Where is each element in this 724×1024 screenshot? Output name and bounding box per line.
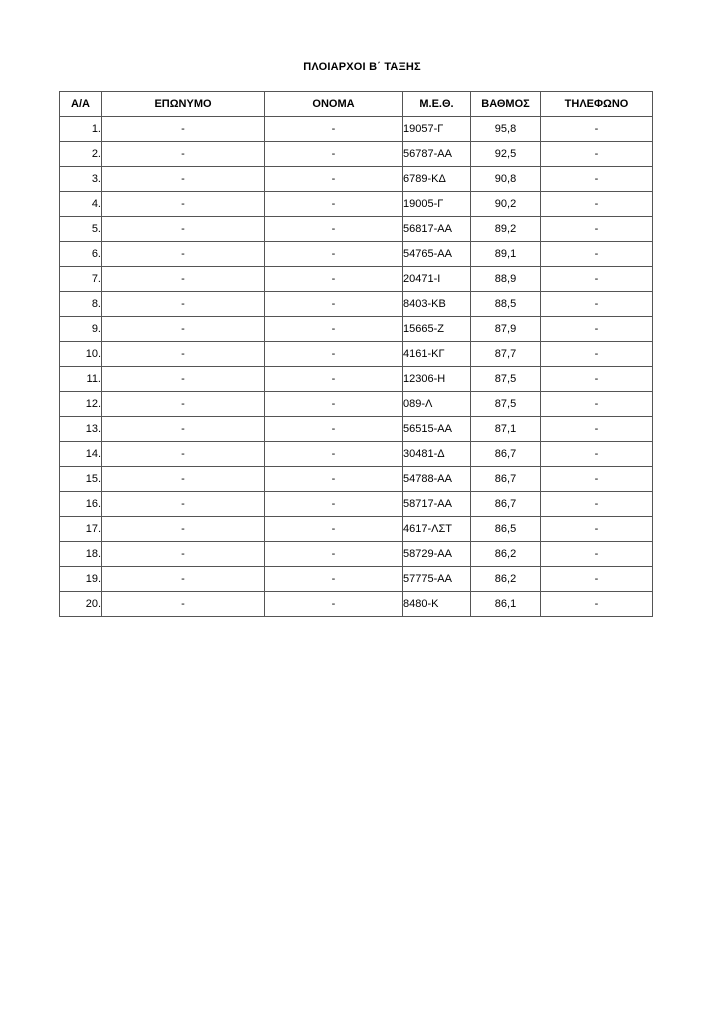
cell-meth: 12306-Η xyxy=(403,367,471,392)
cell-grade: 86,7 xyxy=(471,492,541,517)
cell-phone: - xyxy=(541,292,653,317)
cell-name: - xyxy=(265,267,403,292)
column-header-surname: ΕΠΩΝΥΜΟ xyxy=(102,92,265,117)
cell-phone: - xyxy=(541,317,653,342)
table-row xyxy=(60,142,653,167)
cell-aa: 18. xyxy=(60,542,102,567)
table-row xyxy=(60,442,653,467)
column-header-meth: Μ.Ε.Θ. xyxy=(403,92,471,117)
cell-grade: 87,5 xyxy=(471,392,541,417)
column-header-phone: ΤΗΛΕΦΩΝΟ xyxy=(541,92,653,117)
cell-meth: 30481-Δ xyxy=(403,442,471,467)
table-row xyxy=(60,117,653,142)
table-row xyxy=(60,317,653,342)
cell-phone: - xyxy=(541,467,653,492)
cell-aa: 9. xyxy=(60,317,102,342)
cell-surname: - xyxy=(102,267,265,292)
cell-grade: 92,5 xyxy=(471,142,541,167)
cell-surname: - xyxy=(102,317,265,342)
cell-meth: 56817-ΑΑ xyxy=(403,217,471,242)
cell-meth: 15665-Ζ xyxy=(403,317,471,342)
cell-aa: 15. xyxy=(60,467,102,492)
cell-surname: - xyxy=(102,467,265,492)
cell-surname: - xyxy=(102,492,265,517)
cell-grade: 88,5 xyxy=(471,292,541,317)
cell-phone: - xyxy=(541,392,653,417)
cell-surname: - xyxy=(102,217,265,242)
cell-phone: - xyxy=(541,367,653,392)
cell-surname: - xyxy=(102,192,265,217)
cell-aa: 13. xyxy=(60,417,102,442)
table-row xyxy=(60,392,653,417)
cell-surname: - xyxy=(102,442,265,467)
cell-surname: - xyxy=(102,167,265,192)
cell-phone: - xyxy=(541,442,653,467)
table-row xyxy=(60,517,653,542)
cell-grade: 87,1 xyxy=(471,417,541,442)
cell-aa: 19. xyxy=(60,567,102,592)
cell-grade: 87,7 xyxy=(471,342,541,367)
cell-surname: - xyxy=(102,342,265,367)
cell-name: - xyxy=(265,542,403,567)
cell-aa: 6. xyxy=(60,242,102,267)
cell-surname: - xyxy=(102,142,265,167)
cell-name: - xyxy=(265,467,403,492)
cell-aa: 7. xyxy=(60,267,102,292)
cell-meth: 56787-ΑΑ xyxy=(403,142,471,167)
cell-grade: 90,8 xyxy=(471,167,541,192)
cell-name: - xyxy=(265,292,403,317)
page-title: ΠΛΟΙΑΡΧΟΙ Β΄ ΤΑΞΗΣ xyxy=(303,61,421,73)
cell-phone: - xyxy=(541,242,653,267)
cell-aa: 1. xyxy=(60,117,102,142)
cell-meth: 20471-Ι xyxy=(403,267,471,292)
cell-name: - xyxy=(265,117,403,142)
cell-phone: - xyxy=(541,267,653,292)
column-header-grade: ΒΑΘΜΟΣ xyxy=(471,92,541,117)
cell-phone: - xyxy=(541,567,653,592)
table-row xyxy=(60,417,653,442)
cell-grade: 86,5 xyxy=(471,517,541,542)
cell-meth: 57775-ΑΑ xyxy=(403,567,471,592)
cell-name: - xyxy=(265,492,403,517)
cell-name: - xyxy=(265,167,403,192)
cell-aa: 14. xyxy=(60,442,102,467)
cell-grade: 86,2 xyxy=(471,542,541,567)
cell-name: - xyxy=(265,317,403,342)
cell-aa: 11. xyxy=(60,367,102,392)
column-header-aa: Α/Α xyxy=(60,92,102,117)
table-row xyxy=(60,167,653,192)
table-row xyxy=(60,342,653,367)
cell-name: - xyxy=(265,192,403,217)
cell-grade: 87,5 xyxy=(471,367,541,392)
table-header-row xyxy=(60,92,653,117)
cell-surname: - xyxy=(102,417,265,442)
cell-meth: 58729-ΑΑ xyxy=(403,542,471,567)
cell-phone: - xyxy=(541,517,653,542)
cell-name: - xyxy=(265,242,403,267)
cell-aa: 16. xyxy=(60,492,102,517)
cell-name: - xyxy=(265,517,403,542)
cell-meth: 54788-ΑΑ xyxy=(403,467,471,492)
cell-grade: 90,2 xyxy=(471,192,541,217)
cell-aa: 10. xyxy=(60,342,102,367)
cell-aa: 4. xyxy=(60,192,102,217)
cell-aa: 20. xyxy=(60,592,102,617)
cell-name: - xyxy=(265,442,403,467)
cell-phone: - xyxy=(541,592,653,617)
cell-aa: 2. xyxy=(60,142,102,167)
cell-grade: 86,7 xyxy=(471,442,541,467)
cell-meth: 19005-Γ xyxy=(403,192,471,217)
cell-phone: - xyxy=(541,417,653,442)
cell-phone: - xyxy=(541,217,653,242)
cell-grade: 86,7 xyxy=(471,467,541,492)
cell-phone: - xyxy=(541,142,653,167)
table-row xyxy=(60,542,653,567)
table-row xyxy=(60,242,653,267)
cell-grade: 88,9 xyxy=(471,267,541,292)
cell-phone: - xyxy=(541,167,653,192)
cell-meth: 8480-Κ xyxy=(403,592,471,617)
cell-meth: 4161-ΚΓ xyxy=(403,342,471,367)
cell-surname: - xyxy=(102,567,265,592)
cell-meth: 56515-ΑΑ xyxy=(403,417,471,442)
cell-phone: - xyxy=(541,542,653,567)
cell-phone: - xyxy=(541,117,653,142)
cell-surname: - xyxy=(102,117,265,142)
cell-name: - xyxy=(265,592,403,617)
cell-surname: - xyxy=(102,242,265,267)
cell-name: - xyxy=(265,417,403,442)
table-row xyxy=(60,492,653,517)
cell-grade: 86,2 xyxy=(471,567,541,592)
cell-aa: 12. xyxy=(60,392,102,417)
table-row xyxy=(60,217,653,242)
cell-name: - xyxy=(265,367,403,392)
cell-name: - xyxy=(265,392,403,417)
cell-surname: - xyxy=(102,542,265,567)
cell-grade: 89,1 xyxy=(471,242,541,267)
cell-meth: 089-Λ xyxy=(403,392,471,417)
cell-grade: 89,2 xyxy=(471,217,541,242)
cell-meth: 8403-ΚΒ xyxy=(403,292,471,317)
table-row xyxy=(60,292,653,317)
cell-grade: 86,1 xyxy=(471,592,541,617)
cell-meth: 58717-ΑΑ xyxy=(403,492,471,517)
cell-phone: - xyxy=(541,192,653,217)
cell-meth: 4617-ΛΣΤ xyxy=(403,517,471,542)
table-row xyxy=(60,467,653,492)
cell-surname: - xyxy=(102,392,265,417)
cell-grade: 95,8 xyxy=(471,117,541,142)
table-row xyxy=(60,367,653,392)
table-row xyxy=(60,192,653,217)
cell-aa: 17. xyxy=(60,517,102,542)
cell-phone: - xyxy=(541,342,653,367)
column-header-name: ΟΝΟΜΑ xyxy=(265,92,403,117)
cell-surname: - xyxy=(102,367,265,392)
table-row xyxy=(60,267,653,292)
cell-meth: 6789-ΚΔ xyxy=(403,167,471,192)
cell-name: - xyxy=(265,567,403,592)
cell-name: - xyxy=(265,142,403,167)
cell-meth: 19057-Γ xyxy=(403,117,471,142)
cell-surname: - xyxy=(102,292,265,317)
cell-surname: - xyxy=(102,592,265,617)
table-body xyxy=(60,117,653,617)
cell-name: - xyxy=(265,342,403,367)
cell-meth: 54765-ΑΑ xyxy=(403,242,471,267)
cell-surname: - xyxy=(102,517,265,542)
cell-grade: 87,9 xyxy=(471,317,541,342)
cell-aa: 5. xyxy=(60,217,102,242)
cell-aa: 8. xyxy=(60,292,102,317)
cell-phone: - xyxy=(541,492,653,517)
ranking-table xyxy=(59,91,653,617)
table-row xyxy=(60,592,653,617)
cell-name: - xyxy=(265,217,403,242)
cell-aa: 3. xyxy=(60,167,102,192)
table-row xyxy=(60,567,653,592)
